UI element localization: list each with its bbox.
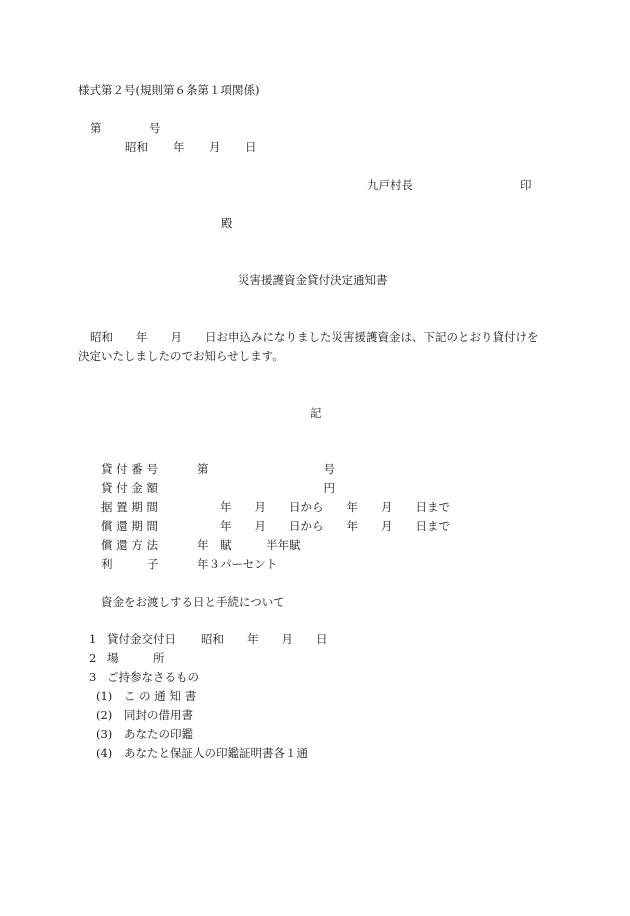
issuer-name: 九戸村長 [367,178,413,192]
issue-date-day: 日 [245,140,257,154]
loan-row-value: 円 [197,481,335,495]
loan-row-label: 貸 付 金 額 [101,481,158,495]
item-number: (3) [96,727,113,741]
item-text: 同封の借用書 [124,708,193,722]
loan-row-label: 貸 付 番 号 [101,462,158,476]
loan-row-value: 第 号 [197,462,335,476]
doc-number-suffix: 号 [149,121,161,135]
item-text: こ の 通 知 書 [124,689,197,703]
procedure-number: 3 [89,670,97,684]
item-number: (2) [96,708,113,722]
issue-date-era: 昭和 [125,140,148,154]
issue-date-month: 月 [209,140,221,154]
loan-row-label: 利 子 [101,557,159,571]
issue-date-year: 年 [173,140,185,154]
loan-row-label: 償 還 期 間 [101,519,158,533]
form-label: 様式第２号(規則第６条第１項関係) [78,83,260,97]
procedure-heading: 資金をお渡しする日と手続について [101,595,285,609]
loan-row-value: 年３パーセント [197,557,278,571]
loan-row-value: 年 賦 半年賦 [197,538,301,552]
procedure-number: 1 [89,632,97,646]
ki-heading: 記 [310,406,322,420]
procedure-label: ご持参なさるもの [107,670,199,684]
addressee-honorific: 殿 [221,216,233,230]
procedure-value: 昭和 年 月 日 [201,632,328,646]
loan-row-value: 年 月 日から 年 月 日まで [174,519,450,533]
document-title: 災害援護資金貸付決定通知書 [238,273,388,287]
item-text: あなたと保証人の印鑑証明書各１通 [124,746,308,760]
loan-row-label: 償 還 方 法 [101,538,158,552]
body-text-line-2: 決定いたしましたのでお知らせします。 [78,349,284,363]
issuer-seal: 印 [520,178,532,192]
procedure-label: 場 所 [107,651,165,665]
loan-row-label: 据 置 期 間 [101,500,158,514]
item-text: あなたの印鑑 [124,727,193,741]
body-text-line-1: 昭和 年 月 日お申込みになりました災害援護資金は、下記のとおり貸付けを [90,330,539,344]
item-number: (1) [96,689,113,703]
procedure-number: 2 [89,651,97,665]
procedure-label: 貸付金交付日 [107,632,176,646]
loan-row-value: 年 月 日から 年 月 日まで [174,500,450,514]
item-number: (4) [96,746,113,760]
doc-number-prefix: 第 [90,121,102,135]
